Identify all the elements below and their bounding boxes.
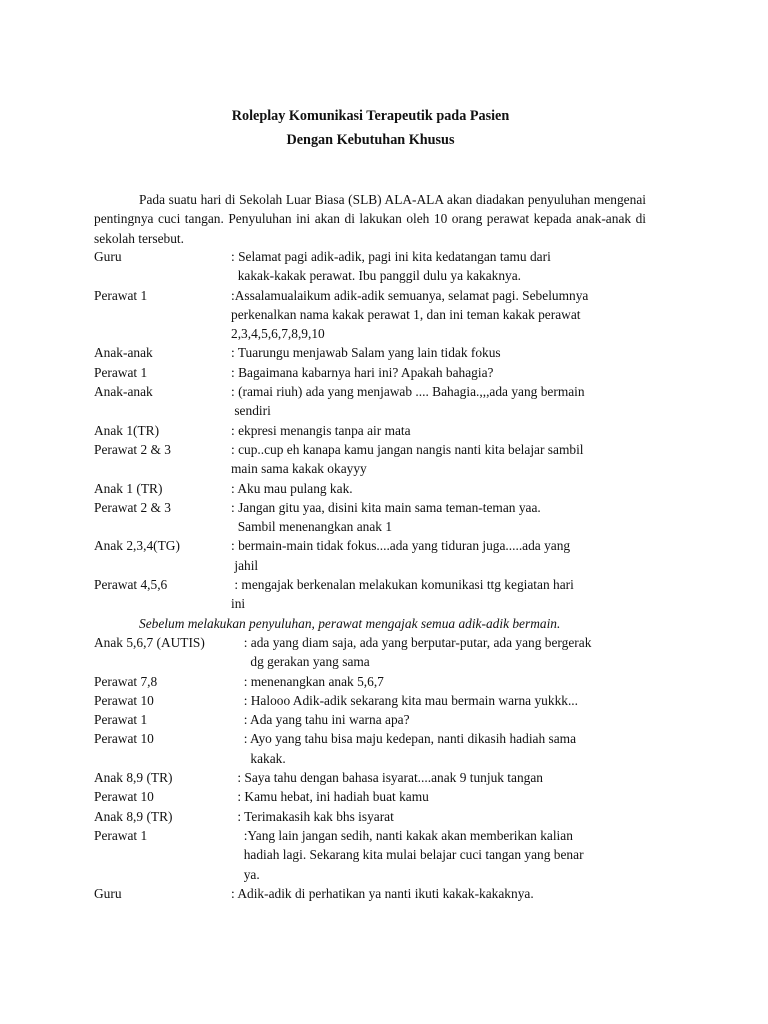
- dialogue-row: [94, 691, 654, 710]
- speaker-name: Anak 8,9 (TR): [94, 808, 173, 824]
- dialogue-line: jahil: [231, 557, 259, 573]
- document-title-line-2: Dengan Kebutuhan Khusus: [286, 132, 455, 148]
- dialogue-text: [231, 536, 654, 575]
- dialogue-text: [231, 382, 654, 421]
- dialogue-line: : cup..cup eh kanapa kamu jangan nangis nanti kita belajar sambil: [231, 441, 584, 457]
- dialogue-text: [237, 672, 654, 691]
- dialogue-row: [94, 363, 654, 382]
- dialogue-text: [231, 363, 654, 382]
- dialogue-row: [94, 382, 654, 421]
- dialogue-line: : Ada yang tahu ini warna apa?: [237, 712, 410, 728]
- dialogue-line: : ada yang diam saja, ada yang berputar-putar, ada yang bergerak: [237, 634, 592, 650]
- dialogue-line: : Ayo yang tahu bisa maju kedepan, nanti dikasih hadiah sama: [237, 731, 577, 747]
- dialogue-line: : Terimakasih kak bhs isyarat: [234, 808, 394, 824]
- speaker-name: Anak 1 (TR): [94, 480, 163, 496]
- speaker-name: Anak 1(TR): [94, 422, 160, 438]
- speaker-name: Perawat 2 & 3: [94, 499, 171, 515]
- speaker-name: Perawat 1: [94, 364, 148, 380]
- dialogue-row: [94, 421, 654, 440]
- dialogue-text: [234, 787, 654, 806]
- dialogue-row: [94, 633, 654, 672]
- dialogue-row: [94, 575, 654, 614]
- dialogue-row: [94, 440, 654, 479]
- dialogue-text: [237, 729, 654, 768]
- dialogue-row: [94, 768, 654, 787]
- dialogue-line: 2,3,4,5,6,7,8,9,10: [231, 326, 325, 342]
- speaker-name: Perawat 10: [94, 789, 154, 805]
- dialogue-line: Sambil menenangkan anak 1: [231, 519, 393, 535]
- speaker-name: Perawat 2 & 3: [94, 441, 171, 457]
- dialogue-text: [237, 710, 654, 729]
- speaker-name: Perawat 1: [94, 827, 148, 843]
- speaker-name: Perawat 10: [94, 731, 154, 747]
- dialogue-line: hadiah lagi. Sekarang kita mulai belajar cuci tangan yang benar: [237, 847, 584, 863]
- dialogue-line: :Assalamualaikum adik-adik semuanya, selamat pagi. Sebelumnya: [231, 287, 589, 303]
- dialogue-line: : Jangan gitu yaa, disini kita main sama teman-teman yaa.: [231, 499, 541, 515]
- dialogue-row: [94, 787, 654, 806]
- dialogue-line: : (ramai riuh) ada yang menjawab .... Bahagia.,,,ada yang bermain: [231, 384, 585, 400]
- dialogue-line: : Halooo Adik-adik sekarang kita mau bermain warna yukkk...: [237, 692, 578, 708]
- dialogue-row: [94, 710, 654, 729]
- dialogue-line: : Aku mau pulang kak.: [231, 480, 353, 496]
- speaker-name: Guru: [94, 249, 122, 264]
- speaker-name: Anak 5,6,7 (AUTIS): [94, 634, 205, 650]
- dialogue-row: [94, 247, 654, 286]
- dialogue-row: [94, 286, 654, 344]
- dialogue-line: : Kamu hebat, ini hadiah buat kamu: [234, 789, 429, 805]
- speaker-name: Anak 2,3,4(TG): [94, 538, 180, 554]
- dialogue-line: : Tuarungu menjawab Salam yang lain tidak fokus: [231, 345, 501, 361]
- dialogue-text: [237, 826, 654, 884]
- dialogue-text: [237, 633, 654, 672]
- dialogue-line: : Selamat pagi adik-adik, pagi ini kita kedatangan tamu dari: [231, 249, 551, 264]
- intro-paragraph: Pada suatu hari di Sekolah Luar Biasa (SLB) ALA-ALA akan diadakan penyuluhan mengenai pentingnya cuci tangan. Penyuluhan ini akan di lakukan oleh 10 orang perawat kepada anak-anak di sekolah tersebut.: [94, 192, 646, 246]
- dialogue-line: : Adik-adik di perhatikan ya nanti ikuti kakak-kakaknya.: [231, 885, 534, 901]
- dialogue-text: [234, 807, 654, 826]
- dialogue-row: [94, 498, 654, 537]
- dialogue-row: [94, 729, 654, 768]
- dialogue-text: [237, 691, 654, 710]
- dialogue-line: sendiri: [231, 403, 271, 419]
- speaker-name: Perawat 10: [94, 692, 154, 708]
- speaker-name: Guru: [94, 885, 122, 901]
- dialogue-text: [231, 498, 654, 537]
- dialogue-line: ini: [231, 596, 246, 612]
- dialogue-text: [231, 479, 654, 498]
- speaker-name: Anak-anak: [94, 345, 153, 361]
- speaker-name: Perawat 7,8: [94, 673, 158, 689]
- dialogue-text: [231, 247, 654, 286]
- dialogue-row: [94, 672, 654, 691]
- speaker-name: Perawat 1: [94, 287, 148, 303]
- speaker-name: Anak-anak: [94, 384, 153, 400]
- dialogue-text: [231, 575, 654, 614]
- document-title-line-1: Roleplay Komunikasi Terapeutik pada Pasien: [231, 108, 510, 124]
- dialogue-row: [94, 479, 654, 498]
- dialogue-line: :Yang lain jangan sedih, nanti kakak akan memberikan kalian: [237, 827, 573, 843]
- dialogue-text: [234, 768, 654, 787]
- speaker-name: Anak 8,9 (TR): [94, 770, 173, 786]
- dialogue-line: perkenalkan nama kakak perawat 1, dan ini teman kakak perawat: [231, 306, 581, 322]
- dialogue-line: : ekpresi menangis tanpa air mata: [231, 422, 411, 438]
- dialogue-line: : bermain-main tidak fokus....ada yang tiduran juga.....ada yang: [231, 538, 571, 554]
- dialogue-text: [231, 421, 654, 440]
- dialogue-row: [94, 884, 654, 903]
- narration-text: Sebelum melakukan penyuluhan, perawat mengajak semua adik-adik bermain.: [139, 615, 561, 631]
- speaker-name: Perawat 4,5,6: [94, 577, 168, 593]
- dialogue-row: [94, 536, 654, 575]
- speaker-name: Perawat 1: [94, 712, 148, 728]
- dialogue-line: dg gerakan yang sama: [237, 654, 370, 670]
- dialogue-text: [231, 343, 654, 362]
- dialogue-list: [94, 247, 654, 903]
- dialogue-line: kakak-kakak perawat. Ibu panggil dulu ya kakaknya.: [231, 268, 522, 284]
- narration-line: [94, 614, 654, 633]
- dialogue-text: [231, 286, 654, 344]
- dialogue-line: : Bagaimana kabarnya hari ini? Apakah bahagia?: [231, 364, 494, 380]
- dialogue-line: : mengajak berkenalan melakukan komunikasi ttg kegiatan hari: [231, 577, 574, 593]
- dialogue-row: [94, 343, 654, 362]
- dialogue-line: main sama kakak okayyy: [231, 461, 367, 477]
- dialogue-line: : Saya tahu dengan bahasa isyarat....anak 9 tunjuk tangan: [234, 770, 544, 786]
- dialogue-text: [231, 440, 654, 479]
- dialogue-line: kakak.: [237, 750, 286, 766]
- dialogue-row: [94, 826, 654, 884]
- dialogue-line: ya.: [237, 866, 260, 882]
- dialogue-row: [94, 807, 654, 826]
- dialogue-text: [231, 884, 654, 903]
- dialogue-line: : menenangkan anak 5,6,7: [237, 673, 384, 689]
